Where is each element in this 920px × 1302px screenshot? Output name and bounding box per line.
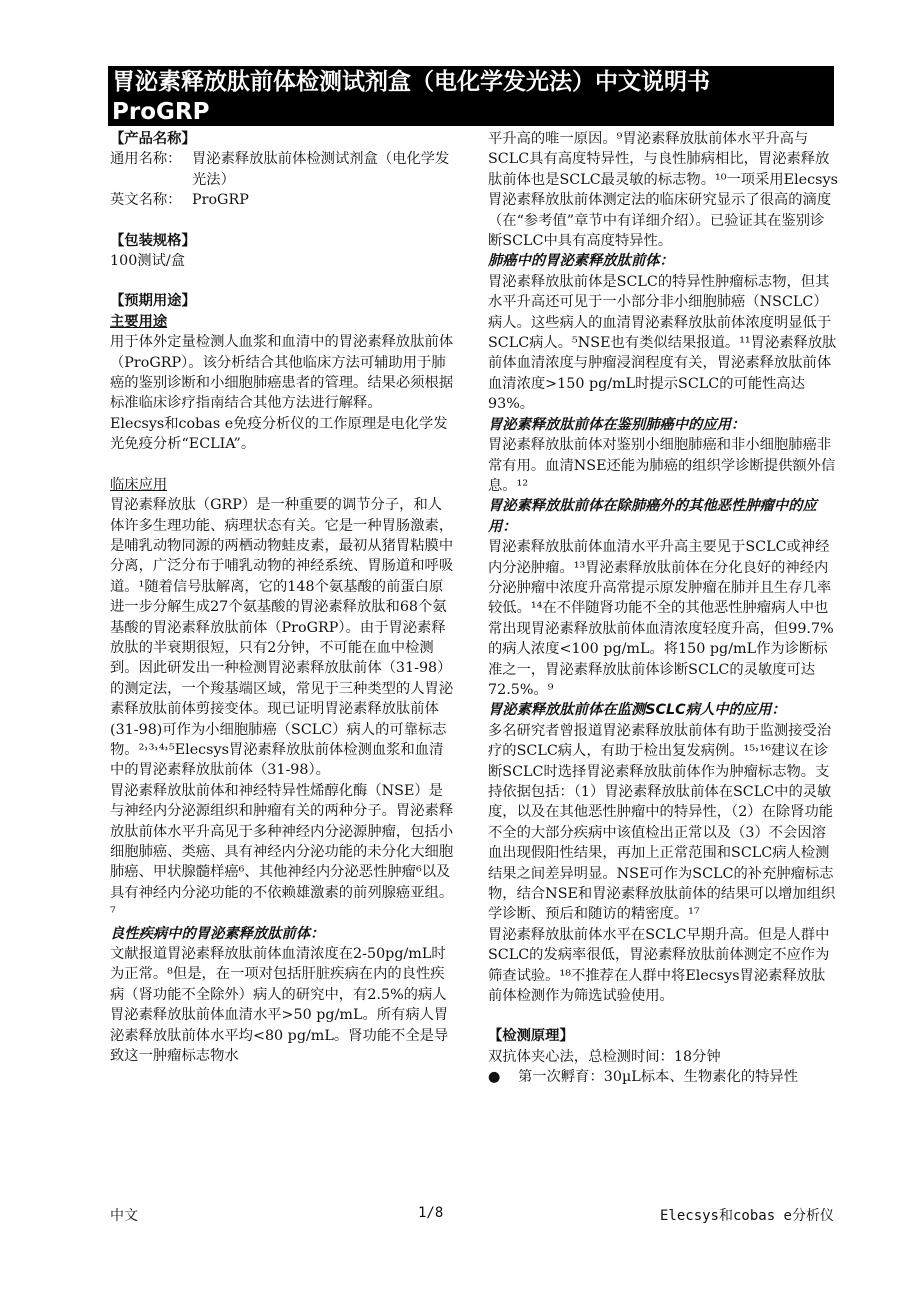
lung-cancer-paragraph: 胃泌素释放肽前体是SCLC的特异性肿瘤标志物，但其水平升高还可见于一小部分非小细胞肺癌（NSCLC）病人。这些病人的血清胃泌素释放肽前体浓度明显低于SCLC病人。⁵NSE也有类似结果报道。¹¹胃泌素释放肽前体血清浓度与肿瘤浸润程度有关，胃泌素释放肽前体血清浓度>150 pg/mL时提示SCLC的可能性高达93%。 bbox=[488, 273, 837, 413]
differential-paragraph: 胃泌素释放肽前体对鉴别小细胞肺癌和非小细胞肺癌非常有用。血清NSE还能为肺癌的组织学诊断提供额外信息。¹² bbox=[488, 437, 836, 494]
monitoring-paragraph: 多名研究者曾报道胃泌素释放肽前体有助于监测接受治疗的SCLC病人，有助于检出复发病例。¹⁵˒¹⁶建议在诊断SCLC时选择胃泌素释放肽前体作为肿瘤标志物。支持依据包括：（1）胃泌素释放肽前体在SCLC中的灵敏度，以及在其他恶性肿瘤中的特异性，（2）在除肾功能不全的大部分疾病中该值检出正常以及（3）不会因溶血出现假阳性结果，再加上正常范围和SCLC病人检测结果之间差异明显。NSE可作为SCLC的补充肿瘤标志物，结合NSE和胃泌素释放肽前体的结果可以增加组织学诊断、预后和随访的精密度。¹⁷ bbox=[488, 722, 836, 923]
generic-name-row bbox=[110, 149, 456, 190]
continued-paragraph: 平升高的唯一原因。⁹胃泌素释放肽前体水平升高与SCLC具有高度特异性，与良性肺病相比，胃泌素释放肽前体也是SCLC最灵敏的标志物。¹⁰一项采用Elecsys胃泌素释放肽前体测定法的临床研究显示了很高的滴度（在“参考值”章节中有详细介绍）。已验证其在鉴别诊断SCLC中具有高度特异性。 bbox=[488, 131, 838, 250]
package-value: 100测试/盒 bbox=[110, 253, 185, 270]
bullet-text: 第一次孵育：30µL标本、生物素化的特异性 bbox=[518, 1069, 799, 1086]
english-name-value: ProGRP bbox=[192, 192, 249, 209]
screening-paragraph: 胃泌素释放肽前体水平在SCLC早期升高。但是人群中SCLC的发病率很低，胃泌素释放肽前体测定不应作为筛查试验。¹⁸不推荐在人群中将Elecsys胃泌素释放肽前体检测作为筛选试验使用。 bbox=[488, 926, 830, 1005]
eclia-paragraph: Elecsys和cobas e免疫分析仪的工作原理是电化学发光免疫分析“ECLIA”。 bbox=[110, 415, 448, 453]
footer-analyzer: Elecsys和cobas e分析仪 bbox=[659, 1208, 834, 1224]
page-number: 1/8 bbox=[418, 1205, 444, 1221]
other-malignancy-heading: 胃泌素释放肽前体在除肺癌外的其他恶性肿瘤中的应用： bbox=[488, 498, 817, 535]
principle-paragraph: 双抗体夹心法，总检测时间：18分钟 bbox=[488, 1048, 721, 1065]
clinical-paragraph-2: 胃泌素释放肽前体和神经特异性烯醇化酶（NSE）是与神经内分泌源组织和肿瘤有关的两种分子。胃泌素释放肽前体水平升高见于多种神经内分泌源肿瘤，包括小细胞肺癌、类癌、具有神经内分泌功能的未分化大细胞肺癌、甲状腺髓样癌⁶、其他神经内分泌恶性肿瘤⁶以及具有神经内分泌功能的不依赖雄激素的前列腺癌亚组。⁷ bbox=[110, 782, 454, 922]
clinical-use-heading: 临床应用 bbox=[110, 476, 168, 493]
document-title bbox=[108, 66, 834, 126]
main-use-paragraph: 用于体外定量检测人血浆和血清中的胃泌素释放肽前体（ProGRP）。该分析结合其他临床方法可辅助用于肺癌的鉴别诊断和小细胞肺癌患者的管理。结果必须根据标准临床诊疗指南结合其他方法进行解释。 bbox=[110, 334, 454, 412]
title-line-2: ProGRP bbox=[112, 99, 210, 125]
package-heading: 【包装规格】 bbox=[110, 232, 196, 249]
left-column bbox=[110, 129, 456, 1177]
page-footer bbox=[110, 1205, 834, 1229]
main-use-heading: 主要用途 bbox=[110, 313, 168, 330]
principle-heading: 【检测原理】 bbox=[488, 1028, 574, 1045]
footer-language: 中文 bbox=[110, 1208, 138, 1224]
generic-name-label: 通用名称： bbox=[110, 151, 182, 168]
benign-paragraph: 文献报道胃泌素释放肽前体血清浓度在2-50pg/mL时为正常。⁸但是，在一项对包括肝脏疾病在内的良性疾病（肾功能不全除外）病人的研究中，有2.5%的病人胃泌素释放肽前体血清水平>50 pg/mL。所有病人胃泌素释放肽前体水平均<80 pg/mL。肾功能不全是导致这一肿瘤标志物水 bbox=[110, 946, 449, 1065]
monitoring-heading: 胃泌素释放肽前体在监测SCLC病人中的应用： bbox=[488, 702, 786, 719]
other-malignancy-paragraph: 胃泌素释放肽前体血清水平升高主要见于SCLC或神经内分泌肿瘤。¹³胃泌素释放肽前体在分化良好的神经内分泌肿瘤中浓度升高常提示原发肿瘤在肺并且生存几率较低。¹⁴在不伴随肾功能不全的其他恶性肿瘤病人中也常出现胃泌素释放肽前体血清浓度轻度升高，但99.7%的病人浓度<100 pg/mL。将150 pg/mL作为诊断标准之一，胃泌素释放肽前体诊断SCLC的灵敏度可达72.5%。⁹ bbox=[488, 539, 834, 698]
intended-use-heading: 【预期用途】 bbox=[110, 293, 196, 310]
english-name-row bbox=[110, 190, 456, 210]
english-name-label: 英文名称： bbox=[110, 192, 182, 209]
benign-heading: 良性疾病中的胃泌素释放肽前体： bbox=[110, 925, 325, 942]
bullet-icon: ● bbox=[488, 1069, 501, 1086]
title-line-1: 胃泌素释放肽前体检测试剂盒（电化学发光法）中文说明书 bbox=[112, 69, 710, 95]
clinical-paragraph-1: 胃泌素释放肽（GRP）是一种重要的调节分子，和人体许多生理功能、病理状态有关。它是一种胃肠激素，是哺乳动物同源的两栖动物蛙皮素，最初从猪胃粘膜中分离，广泛分布于哺乳动物的神经系统、胃肠道和呼吸道。¹随着信号肽解离，它的148个氨基酸的前蛋白原进一步分解生成27个氨基酸的胃泌素释放肽和68个氨基酸的胃泌素释放肽前体（ProGRP）。由于胃泌素释放肽的半衰期很短，只有2分钟，不可能在血中检测到。因此研发出一种检测胃泌素释放肽前体（31-98）的测定法，一个羧基端区域，常见于三种类型的人胃泌素释放肽前体剪接变体。现已证明胃泌素释放肽前体(31-98)可作为小细胞肺癌（SCLC）病人的可靠标志物。²˒³˒⁴˒⁵Elecsys胃泌素释放肽前体检测血浆和血清中的胃泌素释放肽前体（31-98）。 bbox=[110, 497, 454, 779]
right-column bbox=[488, 129, 838, 1177]
generic-name-value: 胃泌素释放肽前体检测试剂盒（电化学发光法） bbox=[192, 151, 450, 188]
list-item bbox=[488, 1067, 838, 1087]
lung-cancer-heading: 肺癌中的胃泌素释放肽前体： bbox=[488, 253, 674, 270]
product-name-heading: 【产品名称】 bbox=[110, 131, 196, 147]
differential-heading: 胃泌素释放肽前体在鉴别肺癌中的应用： bbox=[488, 416, 746, 433]
